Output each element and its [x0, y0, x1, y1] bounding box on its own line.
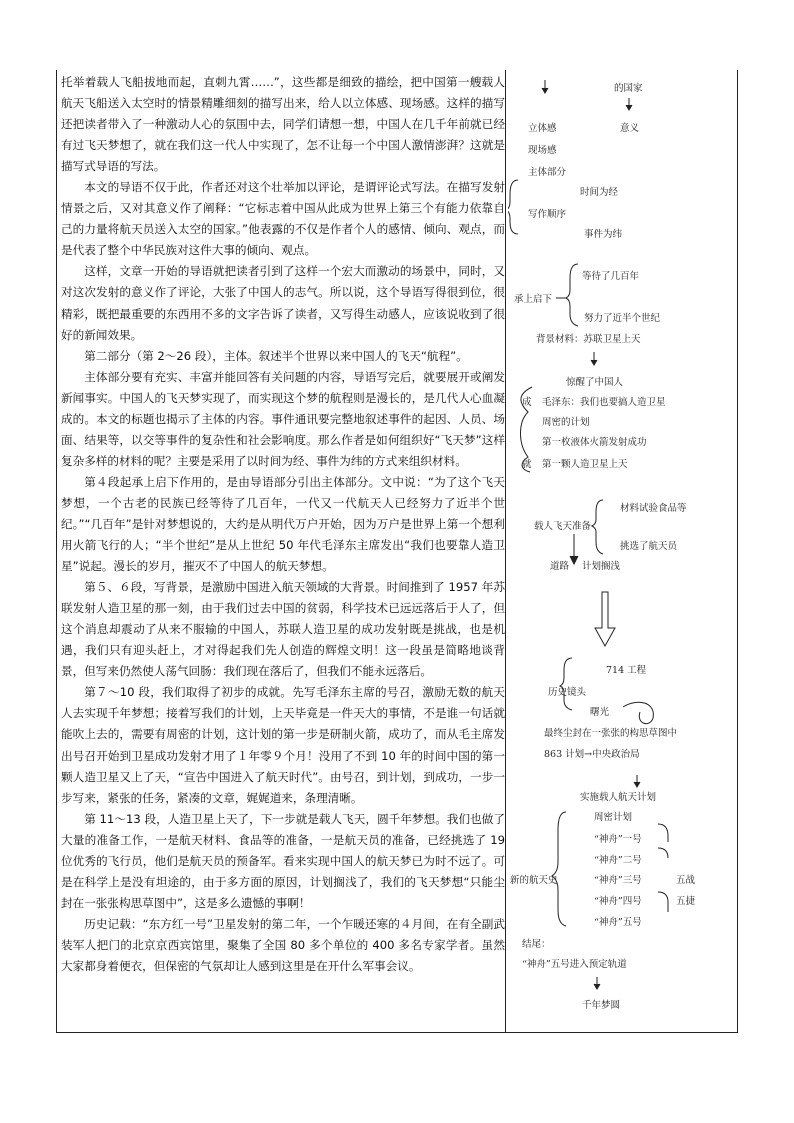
label-sealed: 最终尘封在一张张的构思草图中	[544, 728, 678, 739]
label-shenzhou-2: “神舟”二号	[594, 855, 642, 866]
label-new-history: 新的航天史	[510, 875, 558, 886]
label-careful-plan: 周密的计划	[542, 417, 590, 428]
label-transition: 承上启下	[514, 294, 553, 305]
analysis-paragraph: 这样，文章一开始的导语就把读者引到了这样一个宏大而激动的场景中，同时，又对这次发射的意义作了评论，大张了中国人的志气。所以说，这个导语写得很到位，很精彩，既把最重要的东西用不多的文字告诉了读者，又写得生动感人，应该说收到了很好的新闻效果。	[61, 264, 505, 342]
line-shenzhou-2	[658, 848, 668, 858]
dawn-loop-arrow	[623, 702, 653, 723]
label-shelved: 计划搁浅	[582, 561, 621, 572]
label-ending: 结尾：	[522, 939, 551, 950]
label-satellite: 第一颗人造卫星上天	[542, 459, 628, 470]
label-event-weft: 事件为纬	[584, 229, 623, 240]
label-scene-sense: 现场感	[528, 145, 557, 156]
analysis-paragraph: 第７～10 段，我们取得了初步的成就。先写毛泽东主席的号召，激励无数的航天人去实现千年梦想；接着写我们的计划，上天毕竟是一件天大的事情，不是谁一句话就能吹上去的，需要有周密的计划，这计划的第一步是研制火箭，成功了，而从毛主席发出号召开始到卫星成功发射才用了１年零９个月！没用了不到 10 年的时间中国的第一颗人造卫星又上了天，“宣告中国进入了航天时代”。由号召，到计划，到成功，一步一步写来，紧张的任务，紧凑的文章，娓娓道来，条理清晰。	[61, 685, 505, 805]
analysis-text-column	[61, 72, 505, 1032]
label-shenzhou-1: “神舟”一号	[594, 834, 642, 845]
label-five-battles: 五战	[676, 875, 696, 886]
analysis-paragraph: 历史记载：“东方红一号”卫星发射的第二年，一个乍暖还寒的４月间，在有全副武装军人把门的北京京西宾馆里，聚集了全国 80 多个单位的 400 多名专家学者。虽然大家都身着便衣，但保密的气氛却让人感到这里是在开什么军事会议。	[61, 916, 505, 973]
line-shenzhou-4	[658, 892, 668, 912]
label-time-warp: 时间为经	[580, 187, 619, 198]
arrow-863-head	[634, 782, 640, 787]
label-astronauts: 挑选了航天员	[620, 541, 678, 552]
label-main-body: 主体部分	[528, 167, 567, 178]
table-column-divider	[505, 70, 506, 1033]
arrow-top-left-head	[542, 88, 548, 93]
label-shenzhou-3: “神舟”三号	[594, 875, 642, 886]
label-awakened: 惊醒了中国人	[566, 377, 624, 388]
label-achieve-char-1: 成	[522, 397, 532, 408]
label-road: 道路	[550, 561, 570, 572]
big-down-arrow	[595, 592, 615, 646]
label-implement: 实施载人航天计划	[580, 792, 657, 803]
analysis-paragraph: 主体部分要有充实、丰富并能回答有关问题的内容，导语写完后，就要展开或阐发新闻事实。中国人的飞天梦实现了，而实现这个梦的航程则是漫长的，是几代人心血凝成的。本文的标题也揭示了主体的内容。事件通讯要完整地叙述事件的起因、人员、场面、结果等，以交等事件的复杂性和社会影响度。那么作者是如何组织好“飞天梦”这样复杂多样的材料的呢？主要是采用了以时间为经、事件为纬的方式来组织材料。	[61, 369, 505, 468]
table-bottom-border	[56, 1032, 738, 1033]
arrow-achieve-1-head	[591, 360, 597, 365]
arrow-top-mid-head	[626, 105, 632, 110]
analysis-paragraph: 第４段起承上启下作用的，是由导语部分引出主体部分。文中说：“为了这个飞天梦想，一个古老的民族已经等待了几百年，一代又一代航天人已经努力了近半个世纪。”“几百年”是针对梦想说的，大约是从明代万户开始，因为万户是世界上第一个想利用火箭飞行的人；“半个世纪”是从上世纪 50 年代毛泽东主席发出“我们也要靠人造卫星”说起。漫长的岁月，摧灭不了中国人的航天梦想。	[61, 474, 505, 574]
line-shenzhou-1	[658, 824, 668, 842]
label-writing-order: 写作顺序	[528, 209, 567, 220]
label-orbit: “神舟”五号进入预定轨道	[522, 959, 627, 970]
table-left-border	[56, 70, 57, 1033]
brace-writing-order	[508, 180, 518, 234]
label-meaning: 意义	[620, 123, 640, 134]
label-manned-prep: 载人飞天准备	[534, 521, 592, 532]
brace-shenzhou	[552, 812, 566, 926]
arrow-final-head	[594, 984, 600, 989]
analysis-paragraph: 第 11～13 段，人造卫星上天了，下一步就是载人飞天，圆千年梦想。我们也做了大量的准备工作，一是航天材料、食品等的准备，一是航天员的准备，已经挑选了 19 位优秀的飞行员，他们是航天员的预备军。看来实现中国人的航天梦已为时不远了。可是在科学上是没有坦途的，由于多方面的原因，计划搁浅了，我们的飞天梦想“只能尘封在一张张构思草图中”，这是多么遗憾的事啊！	[61, 811, 505, 910]
label-shenzhou-4: “神舟”四号	[594, 896, 642, 907]
label-rocket: 第一枚液体火箭发射成功	[542, 437, 647, 448]
label-careful-plan-2: 周密计划	[594, 812, 633, 823]
brace-preparation	[592, 500, 603, 554]
label-shenzhou-5: “神舟”五号	[594, 917, 642, 928]
analysis-paragraph: 本文的导语不仅于此，作者还对这个壮举加以评论，是谓评论式写法。在描写发射情景之后，又对其意义作了阐释：“它标志着中国从此成为世界上第三个有能力依靠自己的力量将航天员送入太空的国家。”他表露的不仅是作者个人的感情、倾向、观点，而是代表了整个中华民族对这件大事的倾向、观点。	[61, 180, 505, 258]
label-project-714: 714 工程	[606, 665, 647, 676]
label-background: 背景材料：苏联卫星上天	[536, 334, 641, 345]
label-dawn: 曙光	[590, 707, 610, 718]
label-plan-863: 863 计划→中央政治局	[544, 749, 640, 760]
structure-diagram	[508, 72, 738, 1032]
analysis-paragraph: 第５、６段，写背景，是激励中国进入航天领域的大背景。时间推到了 1957 年苏联发射人造卫星的那一刻，由于我们过去中国的贫弱，科学技术已远远落后于人了，但这个消息却震动了从来不服输的中国人，苏联人造卫星的成功发射既是挑战，也是机遇，我们只有迎头赶上，才对得起我们先人创造的辉煌文明！这一段虽是简略地谈背景，但写来仍然使人荡气回肠：我们现在落后了，但我们不能永远落后。	[61, 580, 505, 679]
label-materials: 材料试验食品等	[620, 503, 687, 514]
label-3d-sense: 立体感	[528, 123, 557, 134]
label-nation: 的国家	[614, 83, 643, 94]
label-waited: 等待了几百年	[582, 271, 640, 282]
analysis-paragraph: 托举着载人飞船拔地而起，直刺九霄……”，这些都是细致的描绘，把中国第一艘载人航天飞船送入太空时的情景精雕细刻的描写出来，给人以立体感、现场感。这样的描写还把读者带入了一种激动人心的氛围中去，同学们请想一想，中国人在几千年前就已经有过飞天梦想了，就在我们这一代人中实现了，怎不让每一个中国人激情澎湃？这就是描写式导语的写法。	[61, 75, 505, 174]
label-achieve-char-2: 就	[522, 459, 532, 470]
arrow-road-head	[570, 556, 578, 564]
label-dream-fulfilled: 千年梦圆	[582, 1000, 621, 1011]
brace-transition	[566, 264, 578, 326]
label-five-wins: 五捷	[676, 896, 696, 907]
label-history-lens: 历史镜头	[548, 687, 587, 698]
label-mao: 毛泽东：我们也要搞人造卫星	[542, 397, 666, 408]
label-strived: 努力了近半个世纪	[584, 313, 661, 324]
analysis-paragraph: 第二部分（第 2～26 段），主体。叙述半个世界以来中国人的飞天“航程”。	[84, 348, 468, 363]
